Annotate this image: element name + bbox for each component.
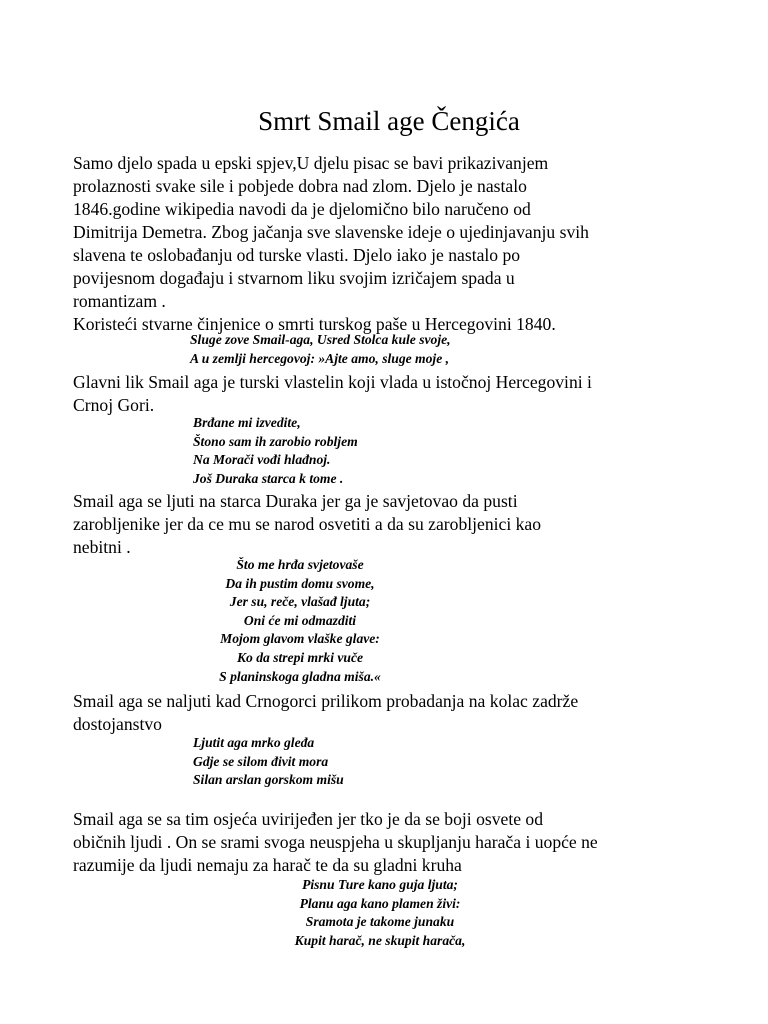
text-line: Samo djelo spada u epski spjev,U djelu pisac se bavi prikazivanjem <box>73 153 549 173</box>
verse-line: Mojom glavom vlaške glave: <box>220 631 380 647</box>
verse-line: Na Morači vođi hlađnoj. <box>193 452 331 468</box>
paragraph-main-character <box>73 371 713 417</box>
verse-quote-2 <box>193 414 358 488</box>
verse-quote-3 <box>180 556 420 686</box>
verse-line: S planinskoga gladna miša.« <box>219 668 381 684</box>
verse-quote-4 <box>193 734 344 790</box>
verse-line: Planu aga kano plamen živi: <box>299 895 461 911</box>
verse-line: Štono sam ih zarobio robljem <box>193 433 358 449</box>
verse-line: Silan arslan gorskom mišu <box>193 772 344 788</box>
verse-line: A u zemlji hercegovoj: »Ajte amo, sluge moje , <box>190 350 450 366</box>
verse-line: Ljutit aga mrko gleđa <box>193 735 315 750</box>
text-line: Smail aga se ljuti na starca Duraka jer ga je savjetovao da pusti <box>73 491 518 511</box>
verse-line: Sramota je takome junaku <box>305 914 455 930</box>
paragraph-durak <box>73 490 713 559</box>
verse-line: Još Duraka starca k tome . <box>193 470 344 486</box>
text-line: Glavni lik Smail aga je turski vlastelin koji vlada u istočnoj Hercegovini i <box>73 372 592 392</box>
verse-quote-1 <box>190 331 451 368</box>
text-line: 1846.godine wikipedia navodi da je djelomično bilo naručeno od <box>73 199 531 219</box>
verse-line: Jer su, reče, vlašađ ljuta; <box>229 594 371 610</box>
verse-line: Pisnu Ture kano guja ljuta; <box>302 877 458 892</box>
intro-paragraph <box>73 152 713 336</box>
text-line: nebitni . <box>73 537 131 557</box>
verse-quote-5 <box>230 876 530 950</box>
document-title: Smrt Smail age Čengića <box>258 106 520 136</box>
text-line: dostojanstvo <box>73 714 162 734</box>
verse-line: Oni će mi odmazditi <box>243 612 357 628</box>
text-line: Koristeći stvarne činjenice o smrti turskog paše u Hercegovini 1840. <box>73 314 556 334</box>
paragraph-tax <box>73 808 713 877</box>
text-line: Smail aga se sa tim osjeća uvirijeđen jer tko je da se boji osvete od <box>73 809 544 829</box>
text-line: zarobljenike jer da ce mu se narod osvetiti a da su zarobljenici kao <box>73 514 542 534</box>
paragraph-montenegrins <box>73 690 713 736</box>
text-line: razumije da ljudi nemaju za harač te da su gladni kruha <box>73 855 462 875</box>
text-line: Crnoj Gori. <box>73 395 155 415</box>
verse-line: Brđane mi izvedite, <box>193 415 301 430</box>
text-line: prolaznosti svake sile i pobjede dobra nad zlom. Djelo je nastalo <box>73 176 527 196</box>
text-line: Smail aga se naljuti kad Crnogorci prilikom probadanja na kolac zadrže <box>73 691 579 711</box>
text-line: Dimitrija Demetra. Zbog jačanja sve slavenske ideje o ujedinjavanju svih <box>73 222 589 242</box>
verse-line: Gdje se silom đivit mora <box>193 753 329 769</box>
text-line: romantizam . <box>73 291 166 311</box>
verse-line: Da ih pustim domu svome, <box>225 575 375 591</box>
text-line: običnih ljudi . On se srami svoga neuspjeha u skupljanju harača i uopće ne <box>73 832 598 852</box>
text-line: povijesnom događaju i stvarnom liku svojim izričajem spada u <box>73 268 515 288</box>
verse-line: Sluge zove Smail-aga, Usred Stolca kule svoje, <box>190 332 451 347</box>
text-line: slavena te oslobađanju od turske vlasti. Djelo iako je nastalo po <box>73 245 521 265</box>
verse-line: Ko da strepi mrki vuče <box>236 649 364 665</box>
verse-line: Kupit harač, ne skupit harača, <box>294 932 466 948</box>
verse-line: Što me hrđa svjetovaše <box>236 557 364 572</box>
